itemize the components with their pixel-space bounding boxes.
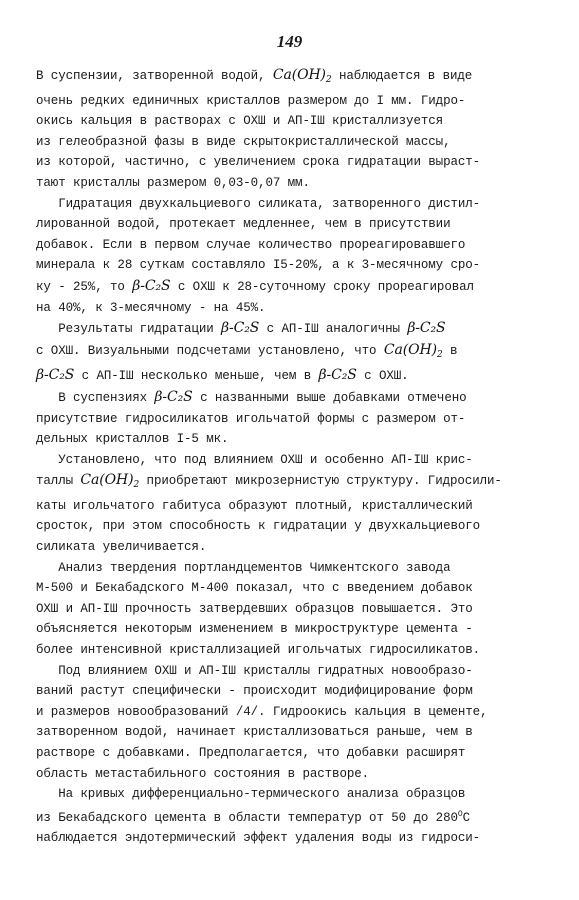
text-line (36, 111, 546, 132)
text-line (36, 661, 546, 682)
formula-subscript: 2 (133, 480, 140, 491)
text-segment: очень редких единичных кристаллов размером до I мм. Гидро- (36, 93, 466, 108)
text-line (36, 640, 546, 661)
handwritten-formula: Ca(OH) (272, 67, 326, 83)
text-line (36, 702, 546, 723)
text-segment: с ОХШ к 28-суточному сроку прореагировал (170, 279, 474, 294)
text-segment: В суспензии, затворенной водой, (36, 69, 273, 83)
text-line (36, 450, 546, 471)
text-line (36, 470, 546, 496)
text-segment: на 40%, к 3-месячному - на 45%. (36, 300, 266, 315)
text-line (36, 152, 546, 173)
text-segment: минерала к 28 суткам составляло I5-20%, а к 3-месячному сро- (36, 258, 481, 273)
text-segment: тают кристаллы размером 0,03-0,07 мм. (36, 175, 310, 190)
text-line (36, 578, 546, 599)
text-line (36, 516, 546, 537)
text-line (36, 276, 546, 298)
text-line (36, 784, 546, 805)
text-segment: присутствие гидросиликатов игольчатой формы с размером от- (36, 411, 466, 426)
handwritten-formula: β-C₂S (318, 367, 357, 384)
superscript: О (457, 809, 463, 819)
text-segment: с названными выше добавками отмечено (192, 390, 467, 405)
text-segment: добавок. Если в первом случае количество прореагировавшего (36, 237, 466, 252)
text-line (36, 91, 546, 112)
text-segment: с АП-IШ несколько меньше, чем в (74, 369, 319, 384)
handwritten-formula: Ca(OH) (383, 341, 437, 358)
text-segment: наблюдается эндотермический эффект удаления воды из гидроси- (36, 831, 481, 846)
text-segment: ваний растут специфически - происходит модифицирование форм (36, 684, 473, 699)
text-segment: каты игольчатого габитуса образуют плотный, кристаллический (36, 498, 473, 513)
handwritten-formula: β-C₂S (36, 367, 75, 384)
text-line (36, 235, 546, 256)
text-segment: более интенсивной кристаллизацией игольчатых гидросиликатов. (36, 643, 481, 658)
text-segment: Гидратация двухкальциевого силиката, затворенного дистил- (36, 196, 481, 211)
text-line (36, 764, 546, 785)
text-segment: из гелеобразной фазы в виде скрытокристаллической массы, (36, 134, 451, 149)
handwritten-formula: Ca(OH) (80, 472, 134, 489)
text-segment: приобретают микрозернистую структуру. Гидросили- (139, 474, 502, 489)
text-line (36, 318, 546, 340)
handwritten-formula: β-C₂S (407, 320, 446, 337)
handwritten-formula: β-C₂S (221, 320, 260, 337)
text-segment: объясняется некоторым изменением в микроструктуре цемента - (36, 622, 473, 637)
text-segment: с ОХШ. Визуальными подсчетами установлено, что (36, 343, 384, 358)
handwritten-formula: β-C₂S (154, 388, 193, 405)
text-segment: растворе с добавками. Предполагается, что добавки расширят (36, 746, 466, 760)
text-segment: с АП-IШ аналогичны (259, 322, 408, 337)
body-text (36, 65, 546, 849)
text-segment: М-500 и Бекабадского М-400 показал, что с введением добавок (36, 581, 473, 596)
text-segment: наблюдается в виде (331, 69, 473, 83)
text-line (36, 496, 546, 517)
text-segment: силиката увеличивается. (36, 540, 207, 555)
text-segment: Под влиянием ОХШ и АП-IШ кристаллы гидратных новообразо- (36, 663, 473, 678)
text-segment: С (462, 810, 470, 825)
text-segment: ОХШ и АП-IШ прочность затвердевших образцов повышается. Это (36, 601, 473, 616)
text-line (36, 619, 546, 640)
text-line (36, 214, 546, 235)
text-segment: лированной водой, протекает медленнее, чем в присутствии (36, 217, 451, 232)
text-segment: из Бекабадского цемента в области температур от 50 до 280 (36, 810, 458, 825)
formula-subscript: 2 (325, 75, 332, 85)
text-segment: Установлено, что под влиянием ОХШ и особенно АП-IШ крис- (36, 452, 473, 467)
text-segment: затворенном водой, начинает кристаллизоваться раньше, чем в (36, 725, 473, 740)
text-line (36, 387, 546, 409)
text-line (36, 255, 546, 276)
text-segment: Анализ твердения портландцементов Чимкентского завода (36, 560, 451, 575)
text-line (36, 743, 546, 764)
text-line (36, 599, 546, 620)
text-line (36, 365, 546, 387)
text-line (36, 828, 546, 849)
text-segment: В суспензиях (36, 390, 155, 405)
text-segment: из которой, частично, с увеличением срока гидратации выраст- (36, 155, 481, 170)
text-line (36, 173, 546, 194)
text-segment: таллы (36, 474, 81, 489)
text-line (36, 429, 546, 450)
text-line (36, 132, 546, 153)
text-line (36, 722, 546, 743)
text-line (36, 340, 546, 366)
text-segment: ку - 25%, то (36, 279, 133, 294)
page-number: 149 (276, 32, 303, 51)
formula-subscript: 2 (436, 349, 443, 360)
text-segment: в (442, 343, 458, 358)
text-segment: и размеров новообразований /4/. Гидроокись кальция в цементе, (36, 704, 488, 719)
text-line (36, 805, 546, 829)
text-line (36, 409, 546, 430)
text-segment: окись кальция в растворах с ОХШ и АП-IШ кристаллизуется (36, 114, 444, 129)
text-segment: с ОХШ. (356, 369, 409, 384)
text-segment: На кривых дифференциально-термического анализа образцов (36, 787, 466, 802)
text-segment: дельных кристаллов I-5 мк. (36, 432, 229, 447)
text-segment: область метастабильного состояния в растворе. (36, 766, 370, 781)
handwritten-formula: β-C₂S (132, 277, 171, 294)
text-line (36, 298, 546, 319)
text-line (36, 537, 546, 558)
text-line (36, 194, 546, 215)
text-segment: сросток, при этом способность к гидратации у двухкальциевого (36, 519, 481, 534)
text-line (36, 558, 546, 579)
text-line (36, 65, 546, 91)
text-segment: Результаты гидратации (36, 322, 222, 337)
text-line (36, 681, 546, 702)
